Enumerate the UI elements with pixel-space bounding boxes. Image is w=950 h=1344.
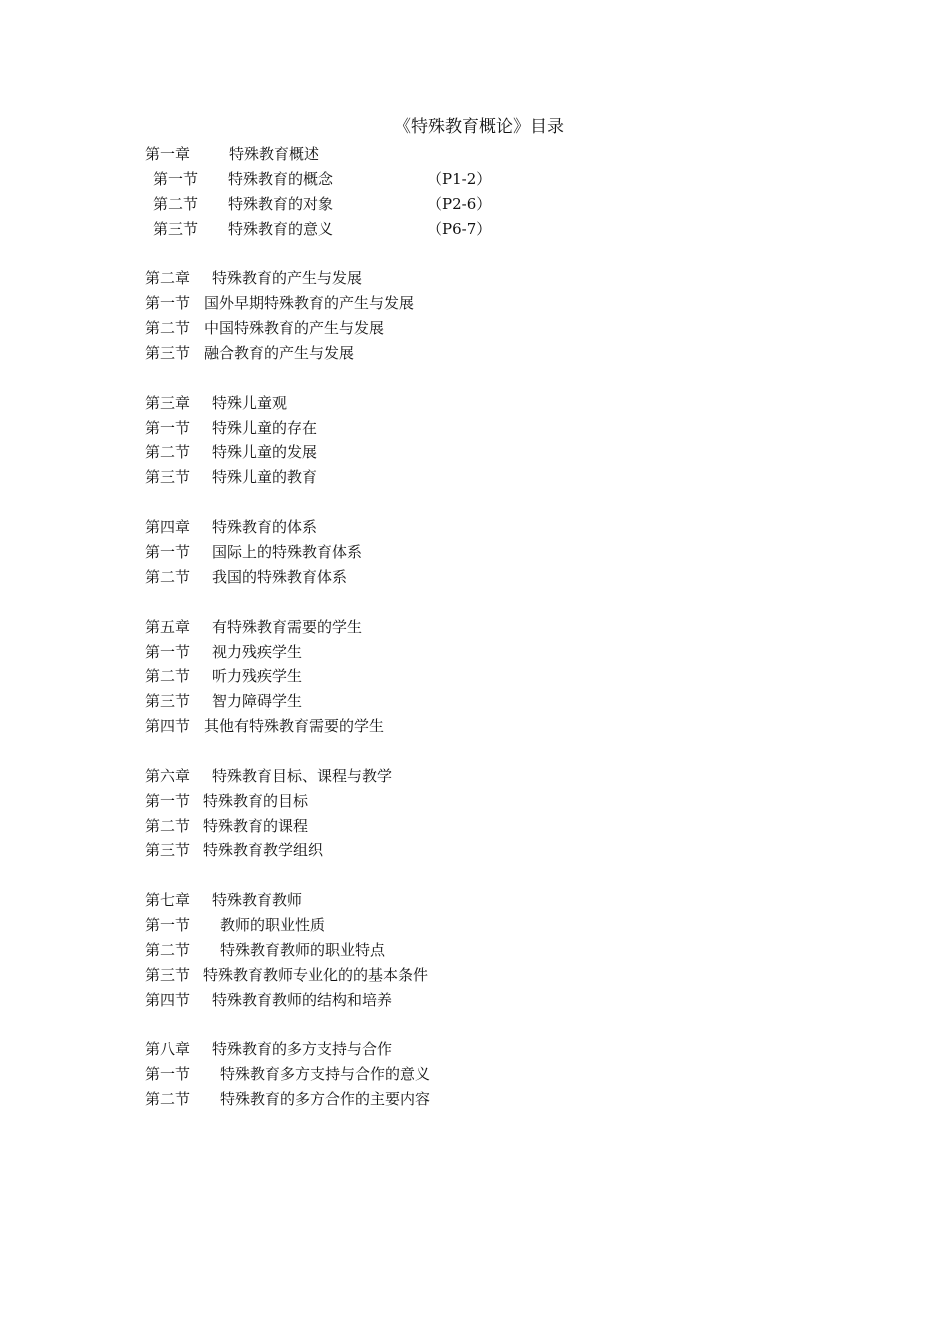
section-label: 第一节 <box>153 169 199 188</box>
section-label: 第三节 <box>145 965 191 984</box>
chapter-4 <box>145 515 805 590</box>
section-label: 第二节 <box>145 1090 191 1109</box>
section-title: 特殊教育的课程 <box>203 816 309 835</box>
section-title: 教师的职业性质 <box>220 916 326 935</box>
section-title: 特殊教育教学组织 <box>203 841 324 860</box>
section-label: 第一节 <box>145 1065 191 1084</box>
chapter-title: 特殊教育目标、课程与教学 <box>212 766 393 785</box>
section-label: 第三节 <box>145 343 191 362</box>
section-title: 国外早期特殊教育的产生与发展 <box>204 294 415 313</box>
section-title: 听力残疾学生 <box>212 667 303 686</box>
section-label: 第一节 <box>145 642 191 661</box>
chapter-heading <box>145 266 805 291</box>
section-label: 第二节 <box>153 194 199 213</box>
chapter-label: 第五章 <box>145 617 191 636</box>
section-title: 中国特殊教育的产生与发展 <box>204 319 385 338</box>
section-label: 第一节 <box>145 542 191 561</box>
section-title: 我国的特殊教育体系 <box>212 567 348 586</box>
section-label: 第一节 <box>145 916 191 935</box>
chapter-label: 第三章 <box>145 393 191 412</box>
section-label: 第四节 <box>145 717 191 736</box>
section-title: 特殊儿童的教育 <box>212 468 318 487</box>
section-entry <box>145 465 805 490</box>
section-entry <box>145 167 805 192</box>
section-label: 第二节 <box>145 443 191 462</box>
section-entry <box>145 1087 805 1112</box>
section-title: 国际上的特殊教育体系 <box>212 542 363 561</box>
chapter-title: 特殊教育概述 <box>229 145 320 163</box>
section-entry <box>145 291 805 316</box>
section-entry <box>145 540 805 565</box>
section-entry <box>145 416 805 441</box>
section-entry <box>145 1062 805 1087</box>
section-entry <box>145 192 805 217</box>
chapter-7 <box>145 888 805 1012</box>
section-label: 第二节 <box>145 816 191 835</box>
chapter-3 <box>145 391 805 490</box>
chapter-title: 特殊教育的多方支持与合作 <box>212 1040 393 1059</box>
section-title: 特殊教育的对象 <box>228 194 334 213</box>
chapter-title: 特殊儿童观 <box>212 393 288 412</box>
chapter-label: 第八章 <box>145 1040 191 1059</box>
chapter-title: 特殊教育教师 <box>212 891 303 910</box>
section-title: 特殊教育的概念 <box>228 169 334 188</box>
section-label: 第一节 <box>145 418 191 437</box>
section-title: 其他有特殊教育需要的学生 <box>204 717 385 736</box>
section-entry <box>145 963 805 988</box>
section-title: 特殊教育的目标 <box>203 791 309 810</box>
chapter-title: 特殊教育的体系 <box>212 518 318 537</box>
section-entry <box>145 789 805 814</box>
section-label: 第三节 <box>145 692 191 711</box>
section-entry <box>145 838 805 863</box>
chapter-heading <box>145 615 805 640</box>
table-of-contents <box>145 142 805 1137</box>
section-pages: （P1-2） <box>427 169 492 188</box>
section-label: 第二节 <box>145 567 191 586</box>
chapter-title: 有特殊教育需要的学生 <box>212 617 363 636</box>
section-entry <box>145 988 805 1013</box>
section-title: 视力残疾学生 <box>212 642 303 661</box>
section-label: 第二节 <box>145 667 191 686</box>
page-title: 《特殊教育概论》目录 <box>394 117 564 137</box>
section-title: 特殊教育的多方合作的主要内容 <box>220 1090 431 1109</box>
chapter-heading <box>145 142 805 167</box>
section-entry <box>145 814 805 839</box>
section-label: 第三节 <box>153 219 199 238</box>
section-entry <box>145 664 805 689</box>
section-title: 特殊儿童的存在 <box>212 418 318 437</box>
chapter-heading <box>145 888 805 913</box>
section-entry <box>145 714 805 739</box>
section-label: 第二节 <box>145 319 191 338</box>
chapter-label: 第四章 <box>145 518 191 537</box>
chapter-label: 第七章 <box>145 891 191 910</box>
section-title: 特殊教育教师的结构和培养 <box>212 990 393 1009</box>
section-pages: （P2-6） <box>427 194 492 213</box>
section-title: 特殊教育多方支持与合作的意义 <box>220 1065 431 1084</box>
chapter-6 <box>145 764 805 863</box>
section-label: 第四节 <box>145 990 191 1009</box>
chapter-1 <box>145 142 805 241</box>
section-label: 第一节 <box>145 791 191 810</box>
section-title: 特殊教育教师专业化的的基本条件 <box>203 965 429 984</box>
chapter-heading <box>145 1037 805 1062</box>
section-title: 智力障碍学生 <box>212 692 303 711</box>
chapter-label: 第一章 <box>145 145 191 163</box>
chapter-label: 第六章 <box>145 766 191 785</box>
section-label: 第三节 <box>145 841 191 860</box>
section-entry <box>145 341 805 366</box>
section-entry <box>145 440 805 465</box>
section-label: 第一节 <box>145 294 191 313</box>
section-title: 特殊教育教师的职业特点 <box>220 940 386 959</box>
chapter-5 <box>145 615 805 739</box>
chapter-heading <box>145 391 805 416</box>
section-entry <box>145 217 805 242</box>
section-entry <box>145 938 805 963</box>
chapter-2 <box>145 266 805 365</box>
chapter-heading <box>145 515 805 540</box>
section-entry <box>145 689 805 714</box>
section-title: 融合教育的产生与发展 <box>204 343 355 362</box>
chapter-8 <box>145 1037 805 1112</box>
section-entry <box>145 640 805 665</box>
section-pages: （P6-7） <box>427 219 492 238</box>
section-label: 第二节 <box>145 940 191 959</box>
section-entry <box>145 565 805 590</box>
section-entry <box>145 913 805 938</box>
section-label: 第三节 <box>145 468 191 487</box>
chapter-label: 第二章 <box>145 269 191 288</box>
section-entry <box>145 316 805 341</box>
section-title: 特殊教育的意义 <box>228 219 334 238</box>
chapter-title: 特殊教育的产生与发展 <box>212 269 363 288</box>
chapter-heading <box>145 764 805 789</box>
section-title: 特殊儿童的发展 <box>212 443 318 462</box>
